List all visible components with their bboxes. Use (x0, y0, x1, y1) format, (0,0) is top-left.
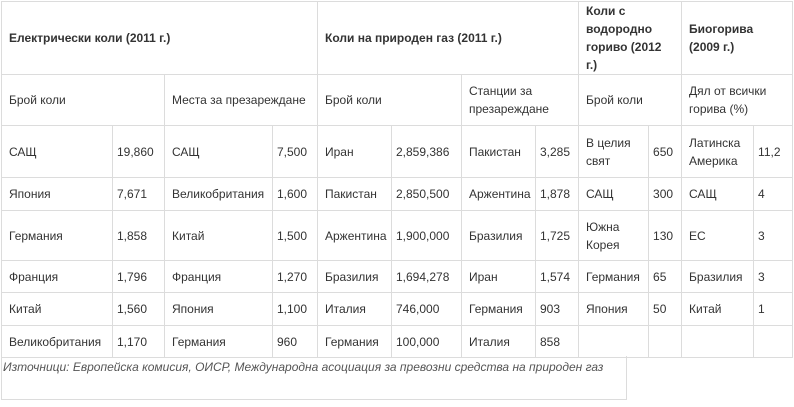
group-header-row (2, 2, 793, 75)
table-row (2, 326, 793, 358)
table-cell: Япония (165, 293, 273, 326)
table-cell: 1,725 (536, 211, 579, 261)
table-cell: 7,500 (273, 126, 318, 178)
table-cell: Южна Корея (579, 211, 649, 261)
table-cell: ЕС (682, 211, 754, 261)
table-row (2, 293, 793, 326)
table-cell: 1,878 (536, 178, 579, 211)
table-cell: Бразилия (682, 261, 754, 293)
sources-note: Източници: Европейска комисия, ОИСР, Международна асоциация за превозни средства на природен газ (3, 360, 604, 374)
table-cell: Иран (318, 126, 392, 178)
table-cell: 7,671 (113, 178, 165, 211)
table-cell: 960 (273, 326, 318, 358)
table-cell: Бразилия (318, 261, 392, 293)
table-cell (682, 326, 754, 358)
table-cell: 100,000 (392, 326, 462, 358)
table-cell: Иран (462, 261, 536, 293)
table-cell: В целия свят (579, 126, 649, 178)
table-cell: 650 (649, 126, 682, 178)
table-cell (579, 326, 649, 358)
table-cell: Великобритания (165, 178, 273, 211)
table-cell: Германия (165, 326, 273, 358)
table-cell: 50 (649, 293, 682, 326)
table-cell: 746,000 (392, 293, 462, 326)
table-cell: 1,170 (113, 326, 165, 358)
table-cell: Пакистан (462, 126, 536, 178)
table-cell: Китай (165, 211, 273, 261)
table-cell: 2,859,386 (392, 126, 462, 178)
subheader-biofuel-share: Дял от всички горива (%) (682, 75, 793, 126)
table-cell: 1,574 (536, 261, 579, 293)
table-cell: 1,858 (113, 211, 165, 261)
table-cell: 1,694,278 (392, 261, 462, 293)
table-cell: 1,100 (273, 293, 318, 326)
table-cell: 1,600 (273, 178, 318, 211)
table-cell: Франция (165, 261, 273, 293)
table-cell: САЩ (2, 126, 113, 178)
table-cell: Италия (318, 293, 392, 326)
table-cell: 858 (536, 326, 579, 358)
table-cell: 2,850,500 (392, 178, 462, 211)
table-cell: 3 (754, 261, 793, 293)
subheader-gas-stations: Станции за презареждане (462, 75, 579, 126)
table-cell: Аржентина (462, 178, 536, 211)
table-cell: САЩ (579, 178, 649, 211)
table-cell: 3,285 (536, 126, 579, 178)
table-cell: Германия (2, 211, 113, 261)
table-cell: Франция (2, 261, 113, 293)
table-row (2, 261, 793, 293)
table-cell: 1,796 (113, 261, 165, 293)
group-natural-gas-header: Коли на природен газ (2011 г.) (318, 2, 579, 75)
table-cell: САЩ (682, 178, 754, 211)
table-cell: Латинска Америка (682, 126, 754, 178)
group-hydrogen-header: Коли с водородно гориво (2012 г.) (579, 2, 682, 75)
table-cell: Япония (2, 178, 113, 211)
table-row (2, 178, 793, 211)
table-cell: 1,500 (273, 211, 318, 261)
group-electric-header: Електрически коли (2011 г.) (2, 2, 318, 75)
group-biofuel-header: Биогорива (2009 г.) (682, 2, 793, 75)
table-cell: Великобритания (2, 326, 113, 358)
table-cell: Пакистан (318, 178, 392, 211)
table-cell: 1,270 (273, 261, 318, 293)
table-cell: 1,900,000 (392, 211, 462, 261)
table-cell: Италия (462, 326, 536, 358)
subheader-hydrogen-cars: Брой коли (579, 75, 682, 126)
subheader-row (2, 75, 793, 126)
table-cell: 130 (649, 211, 682, 261)
subheader-electric-cars: Брой коли (2, 75, 165, 126)
table-cell: 19,860 (113, 126, 165, 178)
subheader-gas-cars: Брой коли (318, 75, 462, 126)
table-cell: 300 (649, 178, 682, 211)
table-row (2, 126, 793, 178)
table-row (2, 211, 793, 261)
table-cell: 903 (536, 293, 579, 326)
table-cell: 3 (754, 211, 793, 261)
table-cell: 1,560 (113, 293, 165, 326)
table-cell: Китай (682, 293, 754, 326)
subheader-electric-charging: Места за презареждане (165, 75, 318, 126)
table-cell: Германия (462, 293, 536, 326)
table-cell: Китай (2, 293, 113, 326)
fuel-statistics-table (1, 1, 793, 358)
table-cell: Германия (318, 326, 392, 358)
table-cell: Бразилия (462, 211, 536, 261)
table-cell (649, 326, 682, 358)
table-cell (754, 326, 793, 358)
table-cell: 1 (754, 293, 793, 326)
table-cell: САЩ (165, 126, 273, 178)
table-cell: 11,2 (754, 126, 793, 178)
table-cell: Япония (579, 293, 649, 326)
table-cell: 4 (754, 178, 793, 211)
table-cell: 65 (649, 261, 682, 293)
table-cell: Аржентина (318, 211, 392, 261)
table-cell: Германия (579, 261, 649, 293)
